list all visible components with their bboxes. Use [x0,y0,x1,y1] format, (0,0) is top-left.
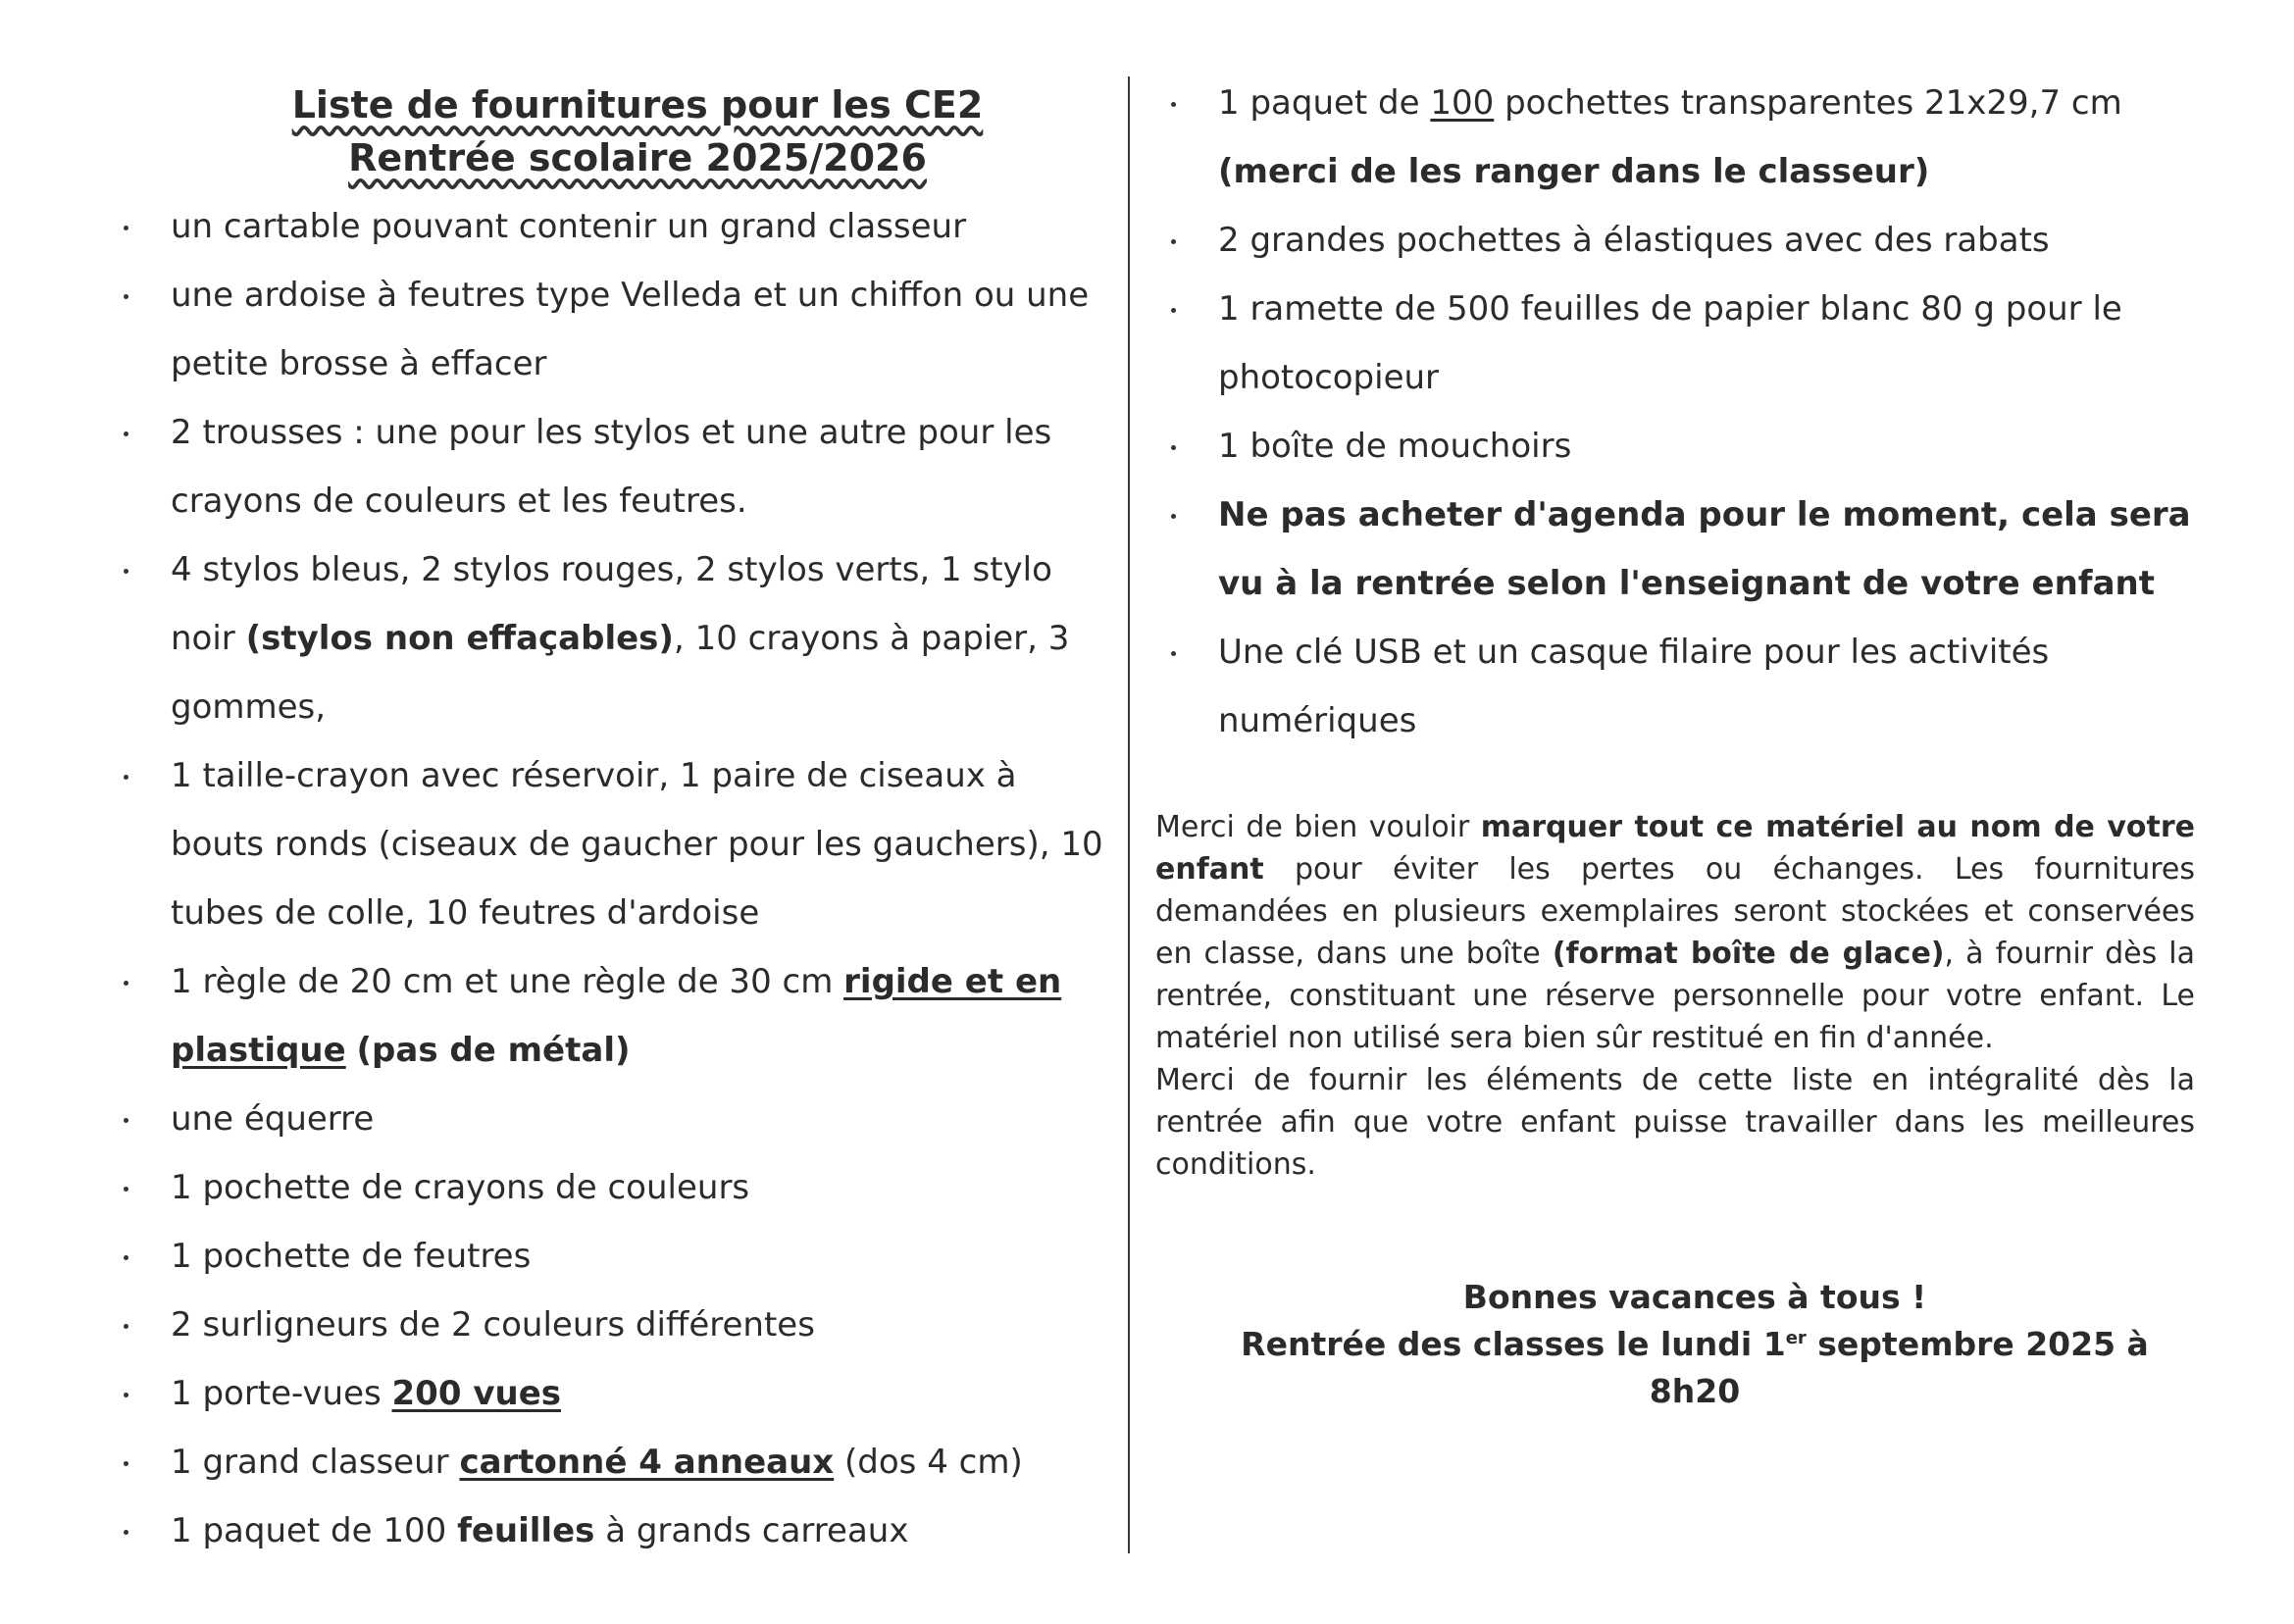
text-segment: 1 ramette de 500 feuilles de papier blanc 80 g pour le photocopieur [1218,289,2122,397]
text-segment: une ardoise à feutres type Velleda et un chiffon ou une petite brosse à effacer [171,276,1090,383]
supply-item [1155,412,2195,481]
text-segment: 2 surligneurs de 2 couleurs différentes [171,1305,815,1345]
supply-item [1155,206,2195,275]
supply-item [108,1222,1108,1291]
text-segment: à grands carreaux [594,1511,909,1550]
bold-segment: marquer tout ce matériel au nom de votre enfant [1155,810,2195,887]
text-segment: 1 paquet de [1218,83,1431,123]
supply-item [108,398,1108,535]
text-segment: Une clé USB et un casque filaire pour les activités numériques [1218,633,2050,740]
supply-item [1155,481,2195,618]
supply-item [108,1085,1108,1153]
text-segment: 1 pochette de crayons de couleurs [171,1168,750,1207]
text-segment: , 10 crayons à papier, 3 gommes, [171,619,1070,727]
supply-item [108,261,1108,398]
bold-segment: (merci de les ranger dans le classeur) [1218,152,1930,191]
right-supply-list [1155,69,2195,755]
closing-line-1: Bonnes vacances à tous ! [1462,1278,1927,1316]
closing-line-2: Rentrée des classes le lundi 1er septembre 2025 à 8h20 [1241,1325,2149,1410]
bold-underlined-segment: cartonné 4 anneaux [459,1443,835,1482]
supply-item [108,741,1108,947]
bold-segment: (stylos non effaçables) [245,619,674,658]
supply-item [108,1428,1108,1497]
bold-underlined-segment: rigide et en plastique [171,962,1062,1070]
text-segment: (dos 4 cm) [834,1443,1023,1482]
text-segment: 1 grand classeur [171,1443,460,1482]
supply-item [1155,275,2195,412]
text-segment: 1 boîte de mouchoirs [1218,427,1572,466]
text-segment: , à fournir dès la rentrée, constituant une réserve personnelle pour votre enfant. Le matériel non utilisé sera bien sûr restitué en fin d'année. [1155,937,2195,1055]
text-segment: 1 règle de 20 cm et une règle de 30 cm [171,962,844,1001]
text-segment: 2 trousses : une pour les stylos et une autre pour les crayons de couleurs et les feutres. [171,413,1052,521]
supply-item [108,1153,1108,1222]
supply-item [108,947,1108,1085]
text-segment: 2 grandes pochettes à élastiques avec des rabats [1218,221,2050,260]
bold-segment: Ne pas acheter d'agenda pour le moment, cela sera vu à la rentrée selon l'enseignant de votre enfant [1218,495,2191,603]
closing-message [1195,1274,2195,1415]
text-segment: 4 stylos bleus, 2 stylos rouges, 2 stylos verts, 1 stylo noir [171,550,1052,658]
supply-item [108,1291,1108,1359]
text-segment: Merci de bien vouloir [1155,810,1481,844]
text-segment: une équerre [171,1099,375,1139]
bold-segment: feuilles [457,1511,595,1550]
supply-item [1155,618,2195,755]
page-title [167,78,1108,184]
bold-underlined-segment: 200 vues [391,1374,561,1413]
column-divider [1128,76,1130,1553]
supply-item [108,535,1108,741]
text-segment: 1 pochette de feutres [171,1237,532,1276]
text-segment: pochettes transparentes 21x29,7 cm [1494,83,2122,123]
text-segment: 1 paquet de 100 [171,1511,458,1550]
note-paragraph-2: Merci de fournir les éléments de cette liste en intégralité dès la rentrée afin que votre enfant puisse travailler dans les meilleures conditions. [1155,1063,2195,1182]
right-column [1155,78,2195,1415]
bold-segment: (pas de métal) [356,1031,631,1070]
left-column [108,78,1108,1565]
title-line-1: Liste de fournitures pour les CE2 [291,83,984,127]
note-paragraph [1155,806,2195,1059]
text-segment: pour éviter les pertes ou échanges. Les fournitures demandées en plusieurs exemplaires seront stockées et conservées en classe, dans une boîte [1155,852,2195,971]
text-segment [346,1031,357,1070]
left-supply-list [108,192,1108,1565]
text-segment: un cartable pouvant contenir un grand classeur [171,207,967,246]
title-line-2: Rentrée scolaire 2025/2026 [348,136,927,179]
supply-item [108,1497,1108,1565]
text-segment: 1 porte-vues [171,1374,392,1413]
supply-item [108,192,1108,261]
text-segment: 1 taille-crayon avec réservoir, 1 paire de ciseaux à bouts ronds (ciseaux de gaucher pour les gauchers), 10 tubes de colle, 10 feutres d'ardoise [171,756,1103,933]
bold-segment: (format boîte de glace) [1552,937,1945,971]
supply-item [108,1359,1108,1428]
underlined-segment: 100 [1430,83,1495,123]
supply-item [1155,69,2195,206]
